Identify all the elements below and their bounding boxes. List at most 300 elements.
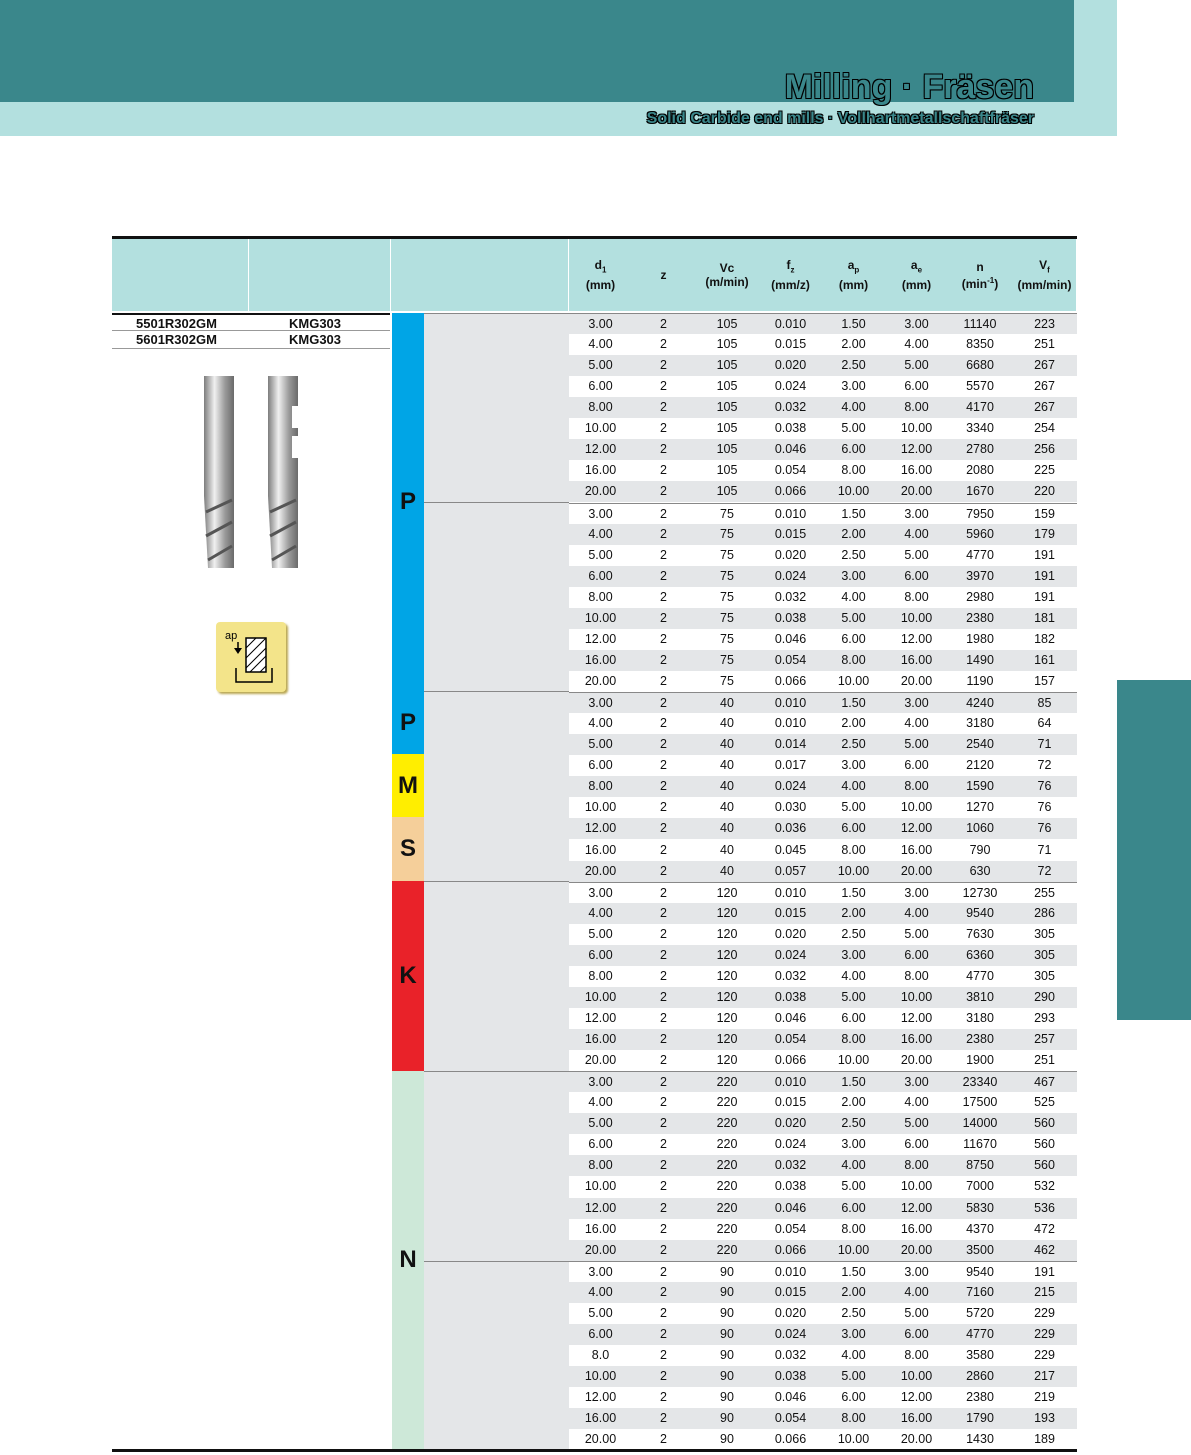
table-row — [569, 587, 1077, 608]
chapter-tab — [1117, 680, 1191, 1020]
cell-d1: 8.00 — [588, 400, 613, 414]
cell-vf: 225 — [1034, 463, 1055, 477]
cell-vf: 560 — [1034, 1158, 1055, 1172]
cell-z: 2 — [660, 1179, 667, 1193]
cell-n: 4770 — [966, 548, 994, 562]
cell-vc: 120 — [716, 906, 738, 920]
cell-vc: 105 — [716, 421, 738, 435]
cell-z: 2 — [660, 948, 667, 962]
cell-ap: 1.50 — [841, 317, 866, 331]
table-row — [569, 418, 1077, 439]
cell-vf: 85 — [1037, 696, 1052, 710]
cell-ae: 5.00 — [904, 737, 929, 751]
cell-vf: 305 — [1034, 927, 1055, 941]
cell-vc: 120 — [716, 969, 738, 983]
cell-ae: 5.00 — [904, 1116, 929, 1130]
cell-ap: 4.00 — [841, 590, 866, 604]
cell-n: 9540 — [966, 1265, 994, 1279]
cell-ap: 3.00 — [841, 1327, 866, 1341]
cell-vc: 75 — [720, 590, 734, 604]
cell-ae: 20.00 — [900, 1432, 933, 1446]
cell-d1: 20.00 — [584, 1432, 617, 1446]
table-row — [569, 1408, 1077, 1429]
cell-ap: 8.00 — [841, 1222, 866, 1236]
cell-z: 2 — [660, 843, 667, 857]
cell-ae: 12.00 — [900, 1201, 933, 1215]
cell-vf: 229 — [1034, 1327, 1055, 1341]
cell-d1: 4.00 — [588, 716, 613, 730]
cell-z: 2 — [660, 1432, 667, 1446]
table-row — [569, 692, 1077, 713]
cell-z: 2 — [660, 569, 667, 583]
cell-fz: 0.054 — [774, 1411, 807, 1425]
table-row — [569, 545, 1077, 566]
cell-vc: 90 — [720, 1390, 734, 1404]
cell-fz: 0.038 — [774, 1369, 807, 1383]
material-group-p: P — [392, 313, 424, 691]
cell-fz: 0.017 — [774, 758, 807, 772]
cell-ae: 10.00 — [900, 1179, 933, 1193]
cell-ae: 4.00 — [904, 716, 929, 730]
cell-vc: 120 — [716, 1053, 738, 1067]
cell-z: 2 — [660, 1327, 667, 1341]
cell-fz: 0.024 — [774, 1327, 807, 1341]
cell-fz: 0.010 — [774, 507, 807, 521]
cell-n: 1670 — [966, 484, 994, 498]
cell-z: 2 — [660, 1285, 667, 1299]
cell-vc: 90 — [720, 1369, 734, 1383]
cell-d1: 12.00 — [584, 1011, 617, 1025]
cell-n: 3340 — [966, 421, 994, 435]
cell-ae: 4.00 — [904, 337, 929, 351]
cell-ae: 20.00 — [900, 1243, 933, 1257]
cell-n: 4770 — [966, 1327, 994, 1341]
cell-vc: 75 — [720, 674, 734, 688]
cell-fz: 0.024 — [774, 948, 807, 962]
cell-vf: 467 — [1034, 1075, 1055, 1089]
cell-z: 2 — [660, 674, 667, 688]
cell-n: 2380 — [966, 1390, 994, 1404]
cell-vf: 76 — [1037, 821, 1052, 835]
cell-vc: 40 — [720, 821, 734, 835]
cell-ap: 5.00 — [841, 611, 866, 625]
cell-fz: 0.020 — [774, 927, 807, 941]
cell-fz: 0.010 — [774, 696, 807, 710]
cell-ap: 3.00 — [841, 379, 866, 393]
cutting-depth-icon — [216, 622, 286, 692]
cell-fz: 0.054 — [774, 1222, 807, 1236]
cell-d1: 5.00 — [588, 737, 613, 751]
cell-ap: 2.00 — [841, 527, 866, 541]
cell-vf: 472 — [1034, 1222, 1055, 1236]
cell-d1: 4.00 — [588, 527, 613, 541]
tool-row — [112, 313, 390, 331]
cell-vf: 267 — [1034, 400, 1055, 414]
cell-d1: 4.00 — [588, 906, 613, 920]
cell-vf: 532 — [1034, 1179, 1055, 1193]
table-row — [569, 1240, 1077, 1261]
cell-vc: 75 — [720, 527, 734, 541]
page-title: Milling · Fräsen — [784, 68, 1034, 106]
material-group-s: S — [392, 817, 424, 881]
col-header-z: z — [660, 268, 667, 282]
cell-z: 2 — [660, 442, 667, 456]
cell-ae: 5.00 — [904, 927, 929, 941]
cell-vf: 256 — [1034, 442, 1055, 456]
table-bottom-rule — [112, 1449, 1077, 1452]
cell-n: 1190 — [966, 674, 994, 688]
cell-ae: 12.00 — [900, 821, 933, 835]
table-row — [569, 734, 1077, 755]
cell-vf: 229 — [1034, 1306, 1055, 1320]
cell-fz: 0.010 — [774, 716, 807, 730]
cell-vc: 75 — [720, 611, 734, 625]
cell-ap: 2.00 — [841, 906, 866, 920]
cell-n: 4770 — [966, 969, 994, 983]
cell-ae: 10.00 — [900, 611, 933, 625]
cell-ap: 5.00 — [841, 990, 866, 1004]
table-row — [569, 713, 1077, 734]
cell-n: 2860 — [966, 1369, 994, 1383]
cell-ap: 8.00 — [841, 843, 866, 857]
table-row — [569, 1324, 1077, 1345]
cell-z: 2 — [660, 779, 667, 793]
cell-n: 8750 — [966, 1158, 994, 1172]
cell-vc: 220 — [716, 1158, 738, 1172]
col-header-fz: $f_z$ (mm/z) — [771, 258, 810, 292]
cell-n: 3180 — [966, 1011, 994, 1025]
end-mill-image — [198, 372, 240, 572]
cell-ap: 8.00 — [841, 463, 866, 477]
cell-d1: 6.00 — [588, 569, 613, 583]
cell-z: 2 — [660, 1158, 667, 1172]
cell-z: 2 — [660, 1201, 667, 1215]
table-row — [569, 945, 1077, 966]
cell-vc: 220 — [716, 1137, 738, 1151]
cell-ae: 4.00 — [904, 1285, 929, 1299]
cell-fz: 0.030 — [774, 800, 807, 814]
article-number: 5501R302GM — [136, 316, 217, 331]
col-header-d1: $d_1$ (mm) — [585, 258, 616, 292]
cell-n: 2080 — [966, 463, 994, 477]
cell-vc: 75 — [720, 548, 734, 562]
cell-fz: 0.032 — [774, 590, 807, 604]
cell-d1: 10.00 — [584, 1179, 617, 1193]
cell-z: 2 — [660, 632, 667, 646]
table-row — [569, 1008, 1077, 1029]
cell-vf: 72 — [1037, 864, 1052, 878]
cell-z: 2 — [660, 1095, 667, 1109]
table-row — [569, 903, 1077, 924]
cell-ae: 6.00 — [904, 569, 929, 583]
cell-fz: 0.024 — [774, 569, 807, 583]
cell-n: 1590 — [966, 779, 994, 793]
cell-fz: 0.066 — [774, 1053, 807, 1067]
table-row — [569, 1071, 1077, 1092]
cell-n: 3580 — [966, 1348, 994, 1362]
cell-vc: 90 — [720, 1411, 734, 1425]
cell-fz: 0.066 — [774, 1243, 807, 1257]
cell-vc: 75 — [720, 569, 734, 583]
material-subgroup — [424, 502, 569, 691]
cell-ae: 6.00 — [904, 379, 929, 393]
cell-ap: 2.00 — [841, 1095, 866, 1109]
table-row — [569, 460, 1077, 481]
cell-fz: 0.020 — [774, 1116, 807, 1130]
cell-ae: 4.00 — [904, 1095, 929, 1109]
cell-n: 1270 — [966, 800, 994, 814]
cell-vc: 90 — [720, 1306, 734, 1320]
cell-vf: 71 — [1037, 737, 1052, 751]
table-row — [569, 818, 1077, 839]
cell-z: 2 — [660, 886, 667, 900]
cell-z: 2 — [660, 1390, 667, 1404]
table-row — [569, 1261, 1077, 1282]
cell-vf: 536 — [1034, 1201, 1055, 1215]
cell-ap: 1.50 — [841, 886, 866, 900]
cell-z: 2 — [660, 1243, 667, 1257]
cell-vc: 105 — [716, 400, 738, 414]
cell-n: 23340 — [962, 1075, 998, 1089]
cell-d1: 8.00 — [588, 1158, 613, 1172]
cell-z: 2 — [660, 1032, 667, 1046]
cell-ae: 8.00 — [904, 1158, 929, 1172]
cell-ap: 6.00 — [841, 821, 866, 835]
cell-fz: 0.036 — [774, 821, 807, 835]
cell-vc: 220 — [716, 1116, 738, 1130]
cell-n: 9540 — [966, 906, 994, 920]
cell-n: 7000 — [966, 1179, 994, 1193]
end-mill-weldon-image — [262, 372, 304, 572]
cell-n: 1900 — [966, 1053, 994, 1067]
table-row — [569, 1134, 1077, 1155]
cell-ap: 2.50 — [841, 1116, 866, 1130]
cell-n: 2980 — [966, 590, 994, 604]
cell-n: 6360 — [966, 948, 994, 962]
cell-d1: 12.00 — [584, 442, 617, 456]
cell-vc: 105 — [716, 358, 738, 372]
table-row — [569, 987, 1077, 1008]
cell-fz: 0.038 — [774, 421, 807, 435]
cell-ae: 12.00 — [900, 1390, 933, 1404]
cell-d1: 6.00 — [588, 1327, 613, 1341]
cell-z: 2 — [660, 317, 667, 331]
cell-vc: 40 — [720, 864, 734, 878]
cell-vc: 120 — [716, 1011, 738, 1025]
table-row — [569, 397, 1077, 418]
cell-vf: 223 — [1034, 317, 1055, 331]
article-number: 5601R302GM — [136, 332, 217, 347]
tool-row — [112, 331, 390, 349]
table-row — [569, 1198, 1077, 1219]
cell-vf: 560 — [1034, 1137, 1055, 1151]
cell-vf: 191 — [1034, 1265, 1055, 1279]
table-row — [569, 1303, 1077, 1324]
cell-ae: 8.00 — [904, 1348, 929, 1362]
cell-ae: 5.00 — [904, 358, 929, 372]
table-row — [569, 355, 1077, 376]
cell-vc: 120 — [716, 927, 738, 941]
cell-fz: 0.046 — [774, 1390, 807, 1404]
cell-z: 2 — [660, 1222, 667, 1236]
cell-n: 1980 — [966, 632, 994, 646]
cell-d1: 12.00 — [584, 1201, 617, 1215]
cell-ae: 10.00 — [900, 990, 933, 1004]
table-row — [569, 1219, 1077, 1240]
cell-vc: 120 — [716, 886, 738, 900]
cell-d1: 16.00 — [584, 843, 617, 857]
cell-d1: 20.00 — [584, 1053, 617, 1067]
cell-z: 2 — [660, 864, 667, 878]
material-group-m: M — [392, 754, 424, 817]
cell-vc: 90 — [720, 1285, 734, 1299]
cell-ae: 6.00 — [904, 758, 929, 772]
cell-d1: 4.00 — [588, 1095, 613, 1109]
cell-ap: 2.50 — [841, 358, 866, 372]
cell-z: 2 — [660, 527, 667, 541]
cell-z: 2 — [660, 800, 667, 814]
cell-vc: 40 — [720, 696, 734, 710]
table-row — [569, 1366, 1077, 1387]
cell-vf: 305 — [1034, 969, 1055, 983]
cell-ap: 10.00 — [837, 1432, 870, 1446]
cell-ap: 10.00 — [837, 674, 870, 688]
cell-ap: 2.50 — [841, 548, 866, 562]
table-row — [569, 481, 1077, 502]
col-header-n: n $(\min^{-1})$ — [961, 259, 999, 291]
cell-n: 2540 — [966, 737, 994, 751]
cell-n: 790 — [969, 843, 991, 857]
table-row — [569, 1050, 1077, 1071]
cell-vc: 120 — [716, 948, 738, 962]
cell-vc: 105 — [716, 317, 738, 331]
cell-d1: 6.00 — [588, 948, 613, 962]
cell-ae: 20.00 — [900, 864, 933, 878]
cell-ae: 16.00 — [900, 843, 933, 857]
cell-vc: 220 — [716, 1095, 738, 1109]
cell-fz: 0.032 — [774, 1348, 807, 1362]
cell-vc: 40 — [720, 716, 734, 730]
cell-ae: 5.00 — [904, 1306, 929, 1320]
cell-n: 1490 — [966, 653, 994, 667]
cell-fz: 0.010 — [774, 1075, 807, 1089]
cell-d1: 6.00 — [588, 1137, 613, 1151]
cell-n: 7160 — [966, 1285, 994, 1299]
material-subgroup — [424, 1071, 569, 1261]
cell-ap: 3.00 — [841, 948, 866, 962]
cell-fz: 0.014 — [774, 737, 807, 751]
cell-z: 2 — [660, 1369, 667, 1383]
cell-fz: 0.046 — [774, 1011, 807, 1025]
cell-d1: 5.00 — [588, 358, 613, 372]
cell-d1: 20.00 — [584, 1243, 617, 1257]
cell-z: 2 — [660, 590, 667, 604]
table-row — [569, 797, 1077, 818]
cell-vc: 40 — [720, 800, 734, 814]
cell-z: 2 — [660, 507, 667, 521]
header-cell-article — [112, 239, 249, 311]
cell-d1: 12.00 — [584, 1390, 617, 1404]
cell-ap: 6.00 — [841, 632, 866, 646]
cell-vf: 191 — [1034, 590, 1055, 604]
cell-d1: 3.00 — [588, 1265, 613, 1279]
table-row — [569, 1155, 1077, 1176]
cell-ae: 6.00 — [904, 948, 929, 962]
cell-n: 12730 — [962, 886, 998, 900]
cell-fz: 0.046 — [774, 442, 807, 456]
cell-z: 2 — [660, 1348, 667, 1362]
cell-vf: 267 — [1034, 358, 1055, 372]
cell-vf: 72 — [1037, 758, 1052, 772]
table-row — [569, 376, 1077, 397]
cell-n: 2120 — [966, 758, 994, 772]
col-header-vf: $V_f$ (mm/min) — [1017, 258, 1072, 292]
cell-ae: 8.00 — [904, 590, 929, 604]
cell-ap: 6.00 — [841, 442, 866, 456]
table-row — [569, 861, 1077, 882]
cell-d1: 3.00 — [588, 696, 613, 710]
cell-fz: 0.032 — [774, 969, 807, 983]
cell-ap: 4.00 — [841, 969, 866, 983]
cell-fz: 0.015 — [774, 906, 807, 920]
cell-fz: 0.054 — [774, 463, 807, 477]
cell-z: 2 — [660, 484, 667, 498]
cell-d1: 3.00 — [588, 886, 613, 900]
cell-n: 1790 — [966, 1411, 994, 1425]
material-subgroup — [424, 691, 569, 881]
cell-vc: 40 — [720, 737, 734, 751]
cell-z: 2 — [660, 1116, 667, 1130]
cell-z: 2 — [660, 1265, 667, 1279]
grade-code: KMG303 — [289, 316, 342, 331]
header-band-right — [1074, 0, 1117, 102]
cell-z: 2 — [660, 990, 667, 1004]
cell-vf: 191 — [1034, 569, 1055, 583]
col-header-ae: $a_e$ (mm) — [901, 258, 932, 292]
cell-vc: 40 — [720, 758, 734, 772]
cell-vc: 75 — [720, 507, 734, 521]
cell-ae: 20.00 — [900, 674, 933, 688]
cell-d1: 12.00 — [584, 632, 617, 646]
cell-ae: 12.00 — [900, 632, 933, 646]
cell-d1: 20.00 — [584, 484, 617, 498]
cell-fz: 0.020 — [774, 548, 807, 562]
cell-vf: 157 — [1034, 674, 1055, 688]
cell-z: 2 — [660, 1075, 667, 1089]
cell-vf: 560 — [1034, 1116, 1055, 1130]
cell-ae: 16.00 — [900, 1222, 933, 1236]
material-subgroup — [424, 881, 569, 1071]
cell-d1: 5.00 — [588, 927, 613, 941]
cell-fz: 0.032 — [774, 1158, 807, 1172]
cell-z: 2 — [660, 821, 667, 835]
table-row — [569, 313, 1077, 334]
cell-ap: 4.00 — [841, 1158, 866, 1172]
cell-n: 5720 — [966, 1306, 994, 1320]
cell-ae: 6.00 — [904, 1327, 929, 1341]
cell-vf: 251 — [1034, 337, 1055, 351]
cell-d1: 6.00 — [588, 758, 613, 772]
cell-vf: 251 — [1034, 1053, 1055, 1067]
cell-n: 6680 — [966, 358, 994, 372]
cell-ap: 8.00 — [841, 1032, 866, 1046]
cell-n: 11670 — [963, 1137, 997, 1151]
cell-fz: 0.038 — [774, 611, 807, 625]
cell-vc: 120 — [716, 990, 738, 1004]
cell-d1: 12.00 — [584, 821, 617, 835]
cell-z: 2 — [660, 337, 667, 351]
cell-n: 3970 — [966, 569, 994, 583]
